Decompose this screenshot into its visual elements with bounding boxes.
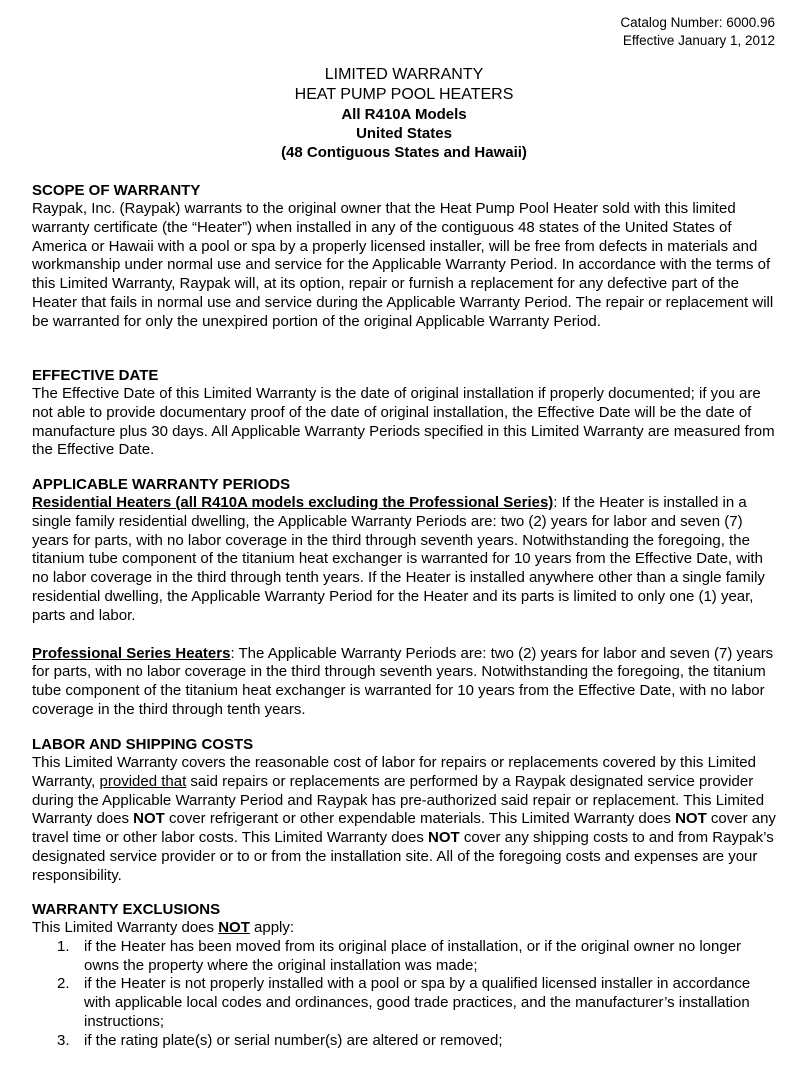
labor-text <box>32 754 780 886</box>
labor-section <box>32 735 780 886</box>
list-item-text: if the Heater is not properly installed with a pool or spa by a qualified licensed installer in accordance with applicable local codes and ordinances, good trade practices, and the manufacturer’s installation instructions; <box>84 975 751 1030</box>
periods-section <box>32 475 780 720</box>
professional-paragraph <box>32 645 780 720</box>
exclusions-heading: WARRANTY EXCLUSIONS <box>32 901 221 918</box>
professional-text: : The Applicable Warranty Periods are: two (2) years for labor and seven (7) years for parts, with no labor coverage in the third through seventh years. Notwithstanding the foregoing, the titanium tube component of the titanium heat exchanger is warranted for 10 years from the Effective Date, with no labor coverage in the third through tenth years. <box>32 644 774 718</box>
exclusions-intro-a: This Limited Warranty does <box>32 919 219 936</box>
residential-text: If the Heater is installed in a single family residential dwelling, the Applicable Warranty Periods are: two (2) years for labor and seven (7) years for parts, with no labor coverage in the third through seventh years. Notwithstanding the foregoing, the titanium tube component of the titanium heat exchanger is warranted for 10 years from the Effective Date, with no labor coverage in the third through tenth years. If the Heater is installed anywhere other than a single family residential dwelling, the Applicable Warranty Period for the Heater and its parts is limited to only one (1) year, parts and labor. <box>32 494 765 624</box>
labor-text-2: said repairs or replacements are performed by a Raypak designated service provider during the Applicable Warranty Period and Raypak has pre-authorized said repair or replacement. This Limited Warranty does <box>32 772 765 828</box>
list-item <box>32 975 780 1031</box>
not-emphasis-2: NOT <box>675 810 707 828</box>
labor-text-3: cover refrigerant or other expendable materials. This Limited Warranty does <box>164 810 676 828</box>
exclusions-list <box>32 938 780 1051</box>
exclusions-not: NOT <box>218 919 250 936</box>
effective-line: Effective January 1, 2012 <box>622 33 775 48</box>
labor-text-1: This Limited Warranty covers the reasonable cost of labor for repairs or replacements covered by this Limited Warranty, <box>32 754 756 790</box>
residential-paragraph <box>32 494 780 626</box>
labor-text-5: cover any shipping costs to and from Raypak’s designated service provider or to or from the installation site. All of the foregoing costs and expenses are your responsibility. <box>32 829 774 884</box>
exclusions-section <box>32 900 780 1051</box>
professional-label: Professional Series Heaters <box>32 644 231 662</box>
list-item-text: if the Heater has been moved from its original place of installation, or if the original owner no longer owns the property where the original installation was made; <box>84 937 742 974</box>
list-item <box>32 1032 780 1051</box>
effective-date-heading: EFFECTIVE DATE <box>32 367 159 384</box>
title-line-1: LIMITED WARRANTY <box>324 66 484 83</box>
list-item-text: if the rating plate(s) or serial number(s) are altered or removed; <box>84 1031 503 1049</box>
scope-section <box>32 181 780 332</box>
provided-that: provided that <box>99 772 187 790</box>
effective-date-section <box>32 366 780 460</box>
list-item-number: 2. <box>57 975 70 993</box>
exclusions-intro <box>32 919 780 938</box>
not-emphasis-3: NOT <box>427 829 460 847</box>
scope-text: Raypak, Inc. (Raypak) warrants to the original owner that the Heat Pump Pool Heater sold with this limited warranty certificate (the “Heater”) when installed in any of the contiguous 48 states of the United States of America or Hawaii with a pool or spa by a properly licensed installer, will be free from defects in materials and workmanship under normal use and service for the Applicable Warranty Period. In accordance with the terms of this Limited Warranty, Raypak will, at its option, repair or furnish a replacement for any defective part of the Heater that fails in normal use and service during the Applicable Warranty Period. The repair or replacement will be warranted for only the unexpired portion of the original Applicable Warranty Period. <box>32 200 774 330</box>
residential-label: Residential Heaters (all R410A models excluding the Professional Series) <box>32 494 554 511</box>
periods-heading: APPLICABLE WARRANTY PERIODS <box>32 476 291 493</box>
effective-date-text: The Effective Date of this Limited Warranty is the date of original installation if properly documented; if you are not able to provide documentary proof of the date of original installation, the Effective Date will be the date of manufacture plus 30 days. All Applicable Warranty Periods specified in this Limited Warranty are measured from the Effective Date. <box>32 385 775 459</box>
list-item-number: 1. <box>57 937 70 955</box>
list-item-number: 3. <box>57 1031 70 1049</box>
title-line-4: United States <box>356 125 452 142</box>
list-item <box>32 938 780 976</box>
catalog-number: Catalog Number: 6000.96 <box>620 15 775 30</box>
title-line-3: All R410A Models <box>341 106 467 123</box>
labor-text-4: cover any travel time or other labor costs. This Limited Warranty does <box>32 810 776 847</box>
residential-colon: : <box>553 494 558 511</box>
exclusions-intro-b: apply: <box>249 919 295 936</box>
document-title <box>0 65 808 162</box>
scope-heading: SCOPE OF WARRANTY <box>32 182 201 199</box>
title-line-5: (48 Contiguous States and Hawaii) <box>281 144 527 161</box>
title-line-2: HEAT PUMP POOL HEATERS <box>294 86 514 103</box>
catalog-info <box>620 14 775 50</box>
not-emphasis-1: NOT <box>133 810 165 828</box>
labor-heading: LABOR AND SHIPPING COSTS <box>32 736 254 753</box>
